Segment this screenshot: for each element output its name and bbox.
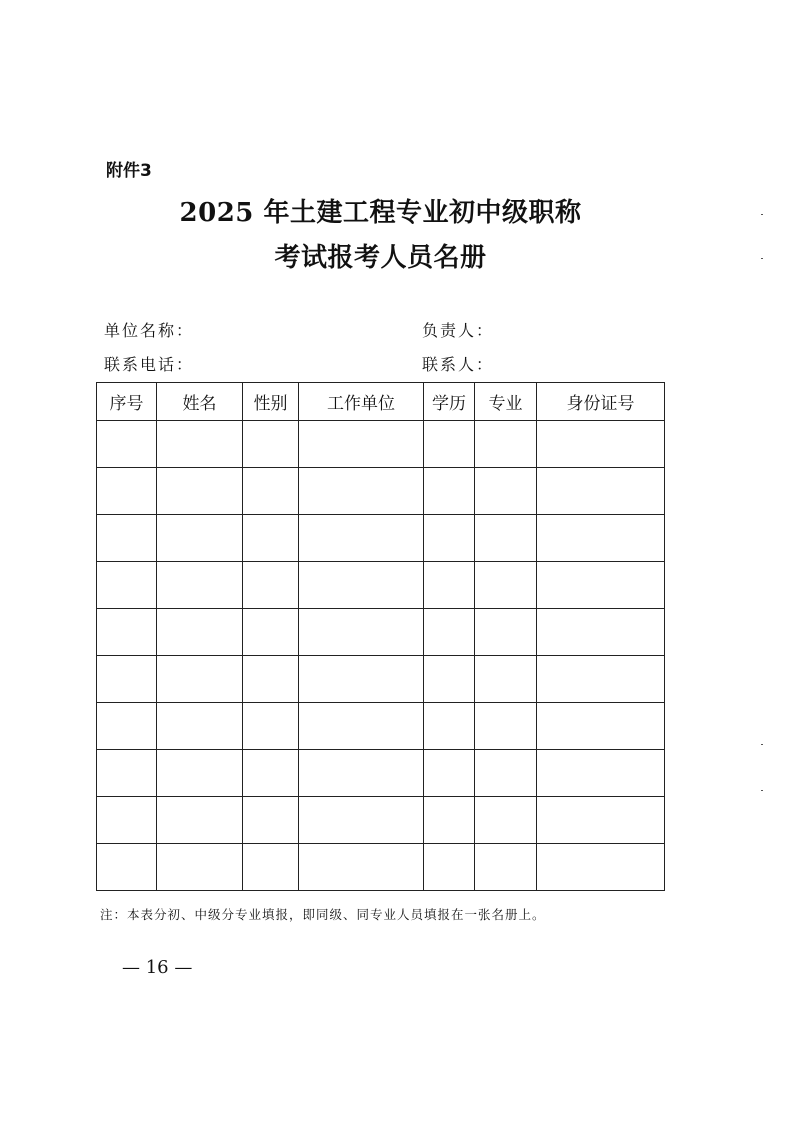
table-cell[interactable] [299,468,424,515]
table-cell[interactable] [537,750,665,797]
header-id-number: 身份证号 [537,383,665,421]
table-cell[interactable] [299,750,424,797]
header-serial-number: 序号 [97,383,157,421]
table-cell[interactable] [157,609,243,656]
table-row [97,797,665,844]
table-cell[interactable] [424,515,475,562]
table-cell[interactable] [97,797,157,844]
table-cell[interactable] [299,844,424,891]
table-cell[interactable] [299,609,424,656]
table-cell[interactable] [537,421,665,468]
table-cell[interactable] [299,421,424,468]
table-cell[interactable] [475,797,537,844]
table-cell[interactable] [157,703,243,750]
table-cell[interactable] [97,750,157,797]
table-cell[interactable] [475,703,537,750]
table-cell[interactable] [97,562,157,609]
table-cell[interactable] [299,515,424,562]
table-cell[interactable] [424,797,475,844]
scan-speck [761,258,763,259]
table-cell[interactable] [157,468,243,515]
table-row [97,562,665,609]
table-cell[interactable] [424,750,475,797]
table-cell[interactable] [97,703,157,750]
table-cell[interactable] [424,468,475,515]
table-cell[interactable] [475,421,537,468]
table-row [97,844,665,891]
table-cell[interactable] [157,844,243,891]
table-cell[interactable] [243,703,299,750]
header-gender: 性别 [243,383,299,421]
header-employer: 工作单位 [299,383,424,421]
table-cell[interactable] [537,656,665,703]
table-cell[interactable] [97,656,157,703]
table-row [97,750,665,797]
table-cell[interactable] [537,468,665,515]
table-cell[interactable] [243,797,299,844]
table-cell[interactable] [243,515,299,562]
table-cell[interactable] [475,562,537,609]
table-cell[interactable] [157,421,243,468]
table-header-row [97,383,665,421]
table-cell[interactable] [157,562,243,609]
table-cell[interactable] [424,562,475,609]
scan-speck [761,790,763,791]
table-cell[interactable] [157,515,243,562]
table-cell[interactable] [243,844,299,891]
table-cell[interactable] [424,656,475,703]
table-cell[interactable] [157,797,243,844]
table-cell[interactable] [299,703,424,750]
table-row [97,703,665,750]
table-cell[interactable] [537,515,665,562]
table-cell[interactable] [475,468,537,515]
table-cell[interactable] [475,750,537,797]
table-cell[interactable] [243,468,299,515]
table-cell[interactable] [475,844,537,891]
responsible-person-label: 负责人： [422,321,495,340]
table-cell[interactable] [243,562,299,609]
document-title-line-1: 2025 年土建工程专业初中级职称 [179,198,582,228]
table-cell[interactable] [537,797,665,844]
table-cell[interactable] [243,609,299,656]
table-cell[interactable] [97,844,157,891]
table-cell[interactable] [299,562,424,609]
table-cell[interactable] [537,609,665,656]
scan-speck [761,214,763,215]
table-cell[interactable] [157,656,243,703]
table-cell[interactable] [243,750,299,797]
contact-person-label: 联系人： [422,355,495,374]
attachment-label: 附件3 [106,161,152,181]
table-cell[interactable] [243,421,299,468]
table-cell[interactable] [475,609,537,656]
table-cell[interactable] [424,844,475,891]
table-row [97,609,665,656]
page-number: — 16 — [122,957,193,978]
table-cell[interactable] [537,562,665,609]
table-cell[interactable] [243,656,299,703]
table-row [97,421,665,468]
document-title-line-2: 考试报考人员名册 [274,243,487,273]
table-cell[interactable] [157,750,243,797]
scan-speck [761,744,763,745]
registration-roster-table [96,382,665,891]
header-name: 姓名 [157,383,243,421]
table-cell[interactable] [424,703,475,750]
table-cell[interactable] [97,468,157,515]
table-cell[interactable] [537,844,665,891]
table-cell[interactable] [537,703,665,750]
header-major: 专业 [475,383,537,421]
table-row [97,656,665,703]
table-note: 注：本表分初、中级分专业填报，即同级、同专业人员填报在一张名册上。 [100,907,546,922]
header-education: 学历 [424,383,475,421]
table-row [97,468,665,515]
table-cell[interactable] [424,421,475,468]
table-cell[interactable] [97,515,157,562]
table-cell[interactable] [97,421,157,468]
table-row [97,515,665,562]
table-cell[interactable] [97,609,157,656]
unit-name-label: 单位名称： [104,321,195,340]
table-cell[interactable] [424,609,475,656]
table-cell[interactable] [475,656,537,703]
table-cell[interactable] [475,515,537,562]
table-cell[interactable] [299,656,424,703]
contact-phone-label: 联系电话： [104,355,195,374]
table-cell[interactable] [299,797,424,844]
